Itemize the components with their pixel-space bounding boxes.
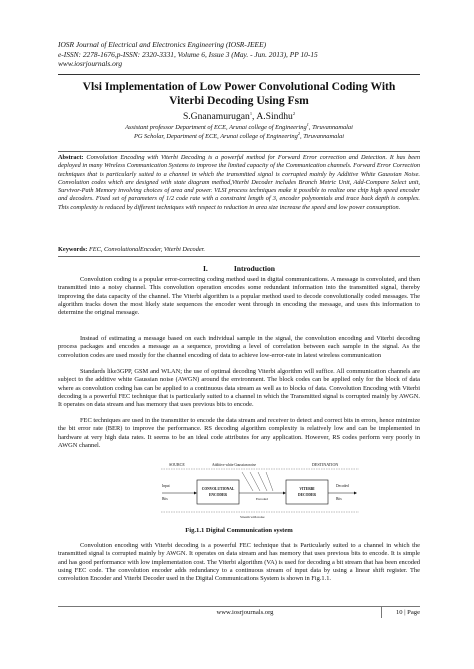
affiliation-2 — [58, 130, 420, 142]
fig-input-arrowhead — [194, 492, 197, 495]
journal-site: www.iosrjournals.org — [58, 59, 123, 69]
section-title: Introduction — [233, 264, 276, 273]
fig-encoder-label-1: CONVOLUTIONAL — [201, 487, 235, 491]
abstract-top-rule — [58, 151, 420, 152]
affiliation-2-tail: , Tiruvannamalai — [300, 132, 345, 140]
keywords — [58, 246, 420, 254]
affiliation-1-text: Assistant professor Department of ECE, Arunai college of Engineering — [125, 124, 307, 131]
title-line-2: Viterbi Decoding Using Fsm — [169, 94, 309, 107]
authors — [58, 111, 420, 123]
fig-decoder-label-1: VITERBI — [299, 487, 315, 491]
abstract-text: Convolution Encoding with Viterbi Decoding is a powerful method for Forward Error correction and Detection. It has been deployed in many Wireless Communication Systems to improve the limited capacity of the Communication channels. Forward Error Correction techniques that is particularly suited to a channel in which the transmitted signal is corrupted mainly by Additive White Gaussian Noise. Convolution codes which are designed with state diagram method,Viterbi Decoder includes Branch Metric Unit, Add-Compare Select unit, Survivor-Path Memory involving choices of area and power. VLSI process techniques make it possible to realize one chip high speed encoder and decoders. Fixed set of parameters of 1/2 code rate with a constraint length of 3, encoder polynomials and trace back depth is complex. This complexity is reduced by different techniques with respect to reduction in area size increase the speed and low power consumption. — [58, 154, 420, 211]
fig-encoded-label: Encoded — [256, 497, 268, 501]
fig-decoded-label: Decoded — [336, 484, 349, 488]
communication-system-diagram — [160, 460, 360, 522]
affiliations — [58, 121, 420, 141]
journal-name: IOSR Journal of Electrical and Electronics Engineering (IOSR-JEEE) — [58, 40, 267, 49]
footer-url: www.iosrjournals.org — [216, 609, 274, 616]
keywords-label: Keywords: — [58, 246, 88, 253]
affiliation-2-text: PG Scholar, Department of ECE, Arunai college of Engineering — [133, 132, 298, 140]
fig-output-arrowhead — [354, 492, 357, 495]
title-line-1: Vlsi Implementation of Low Power Convolutional Coding With — [82, 80, 396, 93]
header-rule — [58, 74, 420, 75]
fig-input-bits-label: Bits — [162, 497, 168, 501]
fig-input-label: Input — [162, 484, 170, 488]
footer-page-number: 10 | Page — [395, 609, 420, 616]
fig-source-label: SOURCE — [169, 462, 185, 467]
affiliation-1-sup: 1 — [306, 121, 309, 127]
author-2-sup: 2 — [292, 110, 296, 116]
journal-issn: e-ISSN: 2278-1676,p-ISSN: 2320-3331, Volume 6, Issue 3 (May. - Jun. 2013), PP 10-15 — [58, 49, 318, 59]
fig-noise-arrow-4 — [266, 472, 273, 491]
paper-title — [58, 80, 420, 108]
body-paragraph-2: Instead of estimating a message based on each individual sample in the signal, the convolution encoding and Viterbi decoding process packages and encodes a message as a sequence, providing a level of correlation between each sample in the signal. As the convolution codes are used mostly for the channel encoding of data to achieve low-error-rate in latest wireless communication — [58, 335, 420, 359]
author-2: A.Sindhu — [256, 111, 293, 122]
fig-decoder-box — [286, 480, 328, 504]
section-heading — [58, 264, 420, 273]
fig-destination-label: DESTINATION — [312, 462, 339, 467]
body-paragraph-5: Convolution encoding with Viterbi decoding is a powerful FEC technique that is Particularly suited to a channel in which the transmitted signal is corrupted mainly by AWGN. It operates on data stream and has memory that uses previous bits to encode. It is simple and has good performance with low implementation cost. The Viterbi algorithm (VA) is used for decoding a bit stream that has been encoded using FEC code. The convolution encoder adds redundancy to a continuous stream of input data by using a linear shift register. The convolution Encoder and Viterbi Decoder used in the Digital Communications System is shown in Fig.1.1. — [58, 542, 420, 583]
fig-channel-label: Stream with noise — [240, 515, 265, 519]
fig-decoder-label-2: DECODER — [298, 493, 316, 497]
author-1: S.Gnanamurugan — [182, 111, 250, 122]
fig-encoder-box — [197, 480, 239, 504]
author-1-sup: 1 — [249, 110, 253, 116]
fig-decoded-bits-label: Bits — [336, 497, 342, 501]
abstract-bottom-rule — [58, 256, 420, 257]
abstract-label: Abstract: — [58, 154, 84, 161]
body-paragraph-4: FEC techniques are used in the transmitter to encode the data stream and receiver to detect and correct bits in errors, hence minimize the bit error rate (BER) to improve the performance. RS decoding algorithm complexity is relatively low and can be implemented in hardware at very high data rates. It seems to be an ideal code attributes for any application. However, RS codes perform very poorly in AWGN channel. — [58, 417, 420, 449]
fig-noise-arrow-3 — [258, 472, 267, 491]
fig-noise-label: Additive white Gaussian noise — [212, 463, 257, 467]
body-paragraph-1: Convolution coding is a popular error-correcting coding method used in digital communications. A message is convoluted, and then transmitted into a noisy channel. This convolution operation encodes some redundant information into the transmitted signal, thereby improving the data capacity of the channel. The Viterbi algorithm is a popular method used to decode convolutionally coded messages. The algorithm tracks down the most likely state sequences the encoder went through in encoding the message, and uses this information to determine the original message. — [58, 276, 420, 317]
figure-caption: Fig.1.1 Digital Communication system — [185, 527, 293, 534]
body-paragraph-3: Standards like3GPP, GSM and WLAN; the use of optimal decoding Viterbi algorithm will suffice. All communication channels are subject to the additive white Gaussian noise (AWGN) around the environment. The block codes can be applied only for the block of data where as convolution coding has can be applied to a continuous data stream as well as to blocks of data. Convolution Encoding with Viterbi decoding is a powerful FEC technique that is particularly suited to a channel in which the Transmitted signal is corrupted mainly by AWGN. It operates on data stream and has memory that uses previous bits to encode. — [58, 368, 420, 409]
journal-header — [58, 40, 418, 69]
keywords-text: FEC, ConvolutionalEncoder, Viterbi Decoder. — [87, 246, 205, 253]
section-number: I. — [202, 264, 208, 273]
fig-channel-arrowhead — [283, 492, 286, 495]
footer-rule — [58, 606, 420, 607]
author-separator: , — [252, 111, 257, 122]
affiliation-1-tail: , Tiruvannamalai — [308, 124, 353, 131]
fig-encoder-label-2: ENCODER — [209, 493, 227, 497]
affiliation-2-sup: 2 — [297, 130, 301, 136]
abstract — [58, 154, 420, 212]
